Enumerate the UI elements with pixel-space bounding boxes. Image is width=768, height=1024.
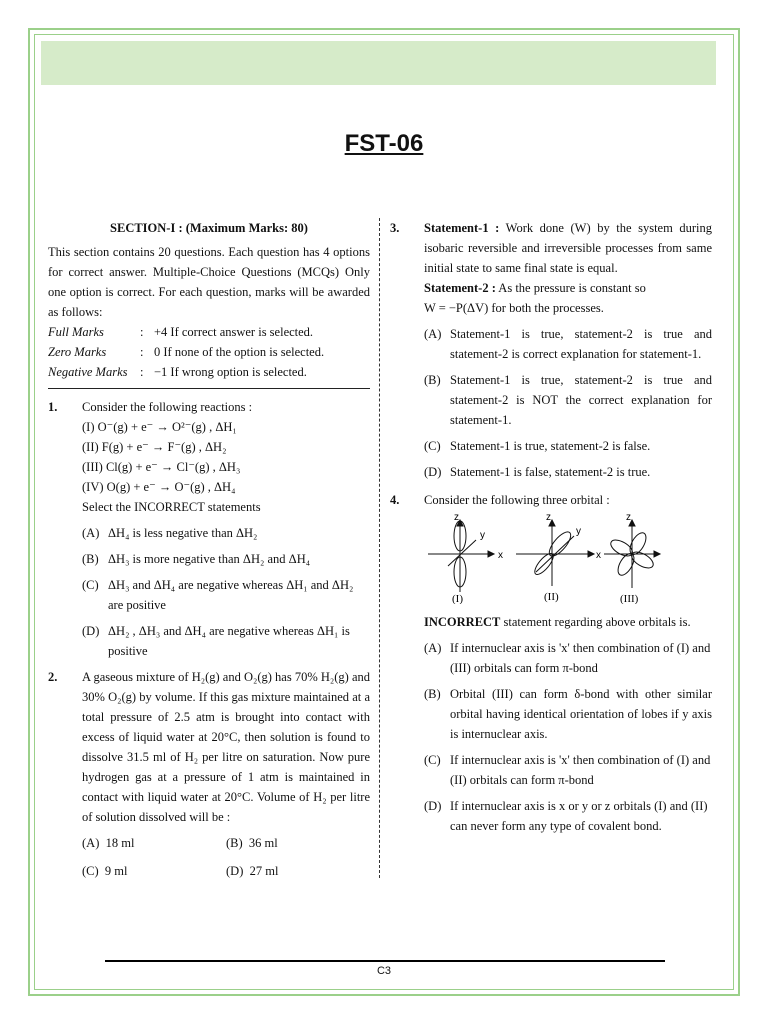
option-text: ΔH₄ is less negative than ΔH₂ xyxy=(108,526,258,540)
option-text: If internuclear axis is 'x' then combination of (I) and (II) orbitals can form π-bond xyxy=(450,753,711,787)
option-text: ΔH₃ is more negative than ΔH₂ and ΔH₄ xyxy=(108,552,311,566)
option-label: (B) xyxy=(424,373,441,387)
option-b xyxy=(82,549,370,569)
page-number: C3 xyxy=(376,965,392,977)
marks-colon: : xyxy=(140,365,144,379)
option-label: (B) xyxy=(82,552,99,566)
question-ask: Select the INCORRECT statements xyxy=(82,500,261,514)
option-text: 27 ml xyxy=(249,864,279,878)
question-stem: Consider the following reactions : xyxy=(82,400,253,414)
footer-rule xyxy=(105,960,665,962)
option-text: Orbital (III) can form δ-bond with other similar orbital having identical orientation of lobes if y axis is internuclear axis. xyxy=(450,687,712,741)
option-label: (A) xyxy=(82,836,100,850)
reaction: (III) Cl(g) + e⁻ → Cl⁻(g) , ΔH₃ xyxy=(82,460,241,474)
marks-value: −1 If wrong option is selected. xyxy=(154,365,307,379)
option-label: (C) xyxy=(82,864,99,878)
question-body xyxy=(82,667,370,881)
question-body xyxy=(424,490,712,836)
option-text: 18 ml xyxy=(105,836,135,850)
section-intro: This section contains 20 questions. Each question has 4 options for correct answer. Multiple-Choice Questions (MCQs) Only one option is correct. For each question, marks will be awarded as follows: xyxy=(48,245,370,319)
question-3 xyxy=(390,218,712,482)
option-c xyxy=(82,861,226,881)
statement-2 xyxy=(424,278,712,298)
option-d xyxy=(424,796,712,836)
marks-row xyxy=(48,362,370,382)
option-text: Statement-1 is true, statement-2 is true and statement-2 is correct explanation for statement-1. xyxy=(450,327,712,361)
marking-scheme xyxy=(48,322,370,382)
option-b xyxy=(424,684,712,744)
option-label: (C) xyxy=(424,439,441,453)
option-c xyxy=(82,575,370,615)
question-2 xyxy=(48,667,370,881)
option-a xyxy=(82,523,370,543)
option-label: (D) xyxy=(424,799,442,813)
section-divider xyxy=(48,388,370,389)
option-label: (D) xyxy=(82,624,100,638)
marks-value: +4 If correct answer is selected. xyxy=(154,325,314,339)
option-b xyxy=(226,833,370,853)
question-number: 2. xyxy=(48,670,58,684)
header-banner xyxy=(41,41,716,85)
statement-2-formula: W = −P(ΔV) for both the processes. xyxy=(424,301,604,315)
reaction: (I) O⁻(g) + e⁻ → O²⁻(g) , ΔH₁ xyxy=(82,420,237,434)
statement-1-text: Work done (W) by the system during isobaric reversible and irreversible processes from same initial state to same final state is equal. xyxy=(424,221,713,275)
question-stem: Consider the following three orbital : xyxy=(424,493,610,507)
figure-label: (I) xyxy=(452,593,463,604)
statement-1-label: Statement-1 : xyxy=(424,221,500,235)
question-ask xyxy=(424,612,712,632)
question-ask-bold: INCORRECT xyxy=(424,615,501,629)
option-text: ΔH₃ and ΔH₄ are negative whereas ΔH₁ and ΔH₂ are positive xyxy=(108,578,354,612)
axis-label: z xyxy=(546,514,551,523)
marks-label: Negative Marks xyxy=(48,365,128,379)
question-4 xyxy=(390,490,712,836)
section-title: SECTION-I : (Maximum Marks: 80) xyxy=(110,221,308,235)
option-text: If internuclear axis is x or y or z orbitals (I) and (II) can never form any type of covalent bond. xyxy=(450,799,708,833)
question-number: 4. xyxy=(390,493,400,507)
option-label: (A) xyxy=(424,641,442,655)
axis-label: x xyxy=(596,550,601,561)
option-label: (A) xyxy=(82,526,100,540)
marks-label: Zero Marks xyxy=(48,345,107,359)
option-text: 36 ml xyxy=(248,836,278,850)
marks-row xyxy=(48,342,370,362)
question-body xyxy=(424,218,712,482)
option-label: (C) xyxy=(424,753,441,767)
question-1 xyxy=(48,397,370,661)
marks-colon: : xyxy=(140,345,144,359)
marks-row xyxy=(48,322,370,342)
option-text: ΔH₂ , ΔH₃ and ΔH₄ are negative whereas ΔH₁ is positive xyxy=(108,624,350,658)
option-text: 9 ml xyxy=(104,864,128,878)
axis-label: z xyxy=(454,514,459,523)
question-number: 1. xyxy=(48,400,58,414)
option-text: Statement-1 is true, statement-2 is false. xyxy=(450,439,651,453)
option-label: (B) xyxy=(226,836,243,850)
question-stem: A gaseous mixture of H₂(g) and O₂(g) has 70% H₂(g) and 30% O₂(g) by volume. If this gas mixture maintained at a total pressure of 2.5 atm is brought into contact with excess of liquid water at 20°C, then solution is found to dissolve 31.5 ml of H₂ per litre on saturation. Now pure hydrogen gas at a pressure of 1 atm is maintained in contact with liquid water at 20°C. Volume of H₂ per litre of solution dissolved will be : xyxy=(82,670,371,824)
option-a xyxy=(424,324,712,364)
marks-colon: : xyxy=(140,325,144,339)
paper-code: FST-06 xyxy=(344,130,424,157)
option-a xyxy=(424,638,712,678)
orbital-iii xyxy=(604,520,660,588)
orbital-ii xyxy=(516,520,594,586)
option-label: (D) xyxy=(424,465,442,479)
option-label: (A) xyxy=(424,327,442,341)
reaction: (IV) O(g) + e⁻ → O⁻(g) , ΔH₄ xyxy=(82,480,236,494)
option-d xyxy=(424,462,712,482)
option-d xyxy=(226,861,370,881)
axis-label: z xyxy=(626,514,631,523)
option-text: Statement-1 is true, statement-2 is true and statement-2 is NOT the correct explanation for statement-1. xyxy=(450,373,712,427)
axis-label: y xyxy=(576,526,581,537)
column-divider xyxy=(379,218,380,878)
option-a xyxy=(82,833,226,853)
statement-2-label: Statement-2 : xyxy=(424,281,496,295)
marks-value: 0 If none of the option is selected. xyxy=(154,345,325,359)
axis-label: y xyxy=(480,530,485,541)
question-body xyxy=(82,397,370,661)
option-label: (D) xyxy=(226,864,244,878)
question-ask-rest: statement regarding above orbitals is. xyxy=(503,615,691,629)
option-c xyxy=(424,436,712,456)
option-label: (B) xyxy=(424,687,441,701)
axis-label: x xyxy=(498,550,503,561)
figure-label: (II) xyxy=(544,591,559,603)
reaction: (II) F(g) + e⁻ → F⁻(g) , ΔH₂ xyxy=(82,440,227,454)
marks-label: Full Marks xyxy=(48,325,104,339)
option-b xyxy=(424,370,712,430)
question-number: 3. xyxy=(390,221,400,235)
option-label: (C) xyxy=(82,578,99,592)
option-text: Statement-1 is false, statement-2 is true. xyxy=(450,465,651,479)
statement-1 xyxy=(424,218,712,278)
right-column xyxy=(390,218,712,836)
figure-label: (III) xyxy=(620,593,639,604)
option-grid xyxy=(82,833,370,881)
option-c xyxy=(424,750,712,790)
statement-2-text: As the pressure is constant so xyxy=(498,281,646,295)
option-text: If internuclear axis is 'x' then combination of (I) and (III) orbitals can form π-bond xyxy=(450,641,711,675)
orbital-diagram xyxy=(424,514,664,604)
option-d xyxy=(82,621,370,661)
left-column xyxy=(48,218,370,881)
